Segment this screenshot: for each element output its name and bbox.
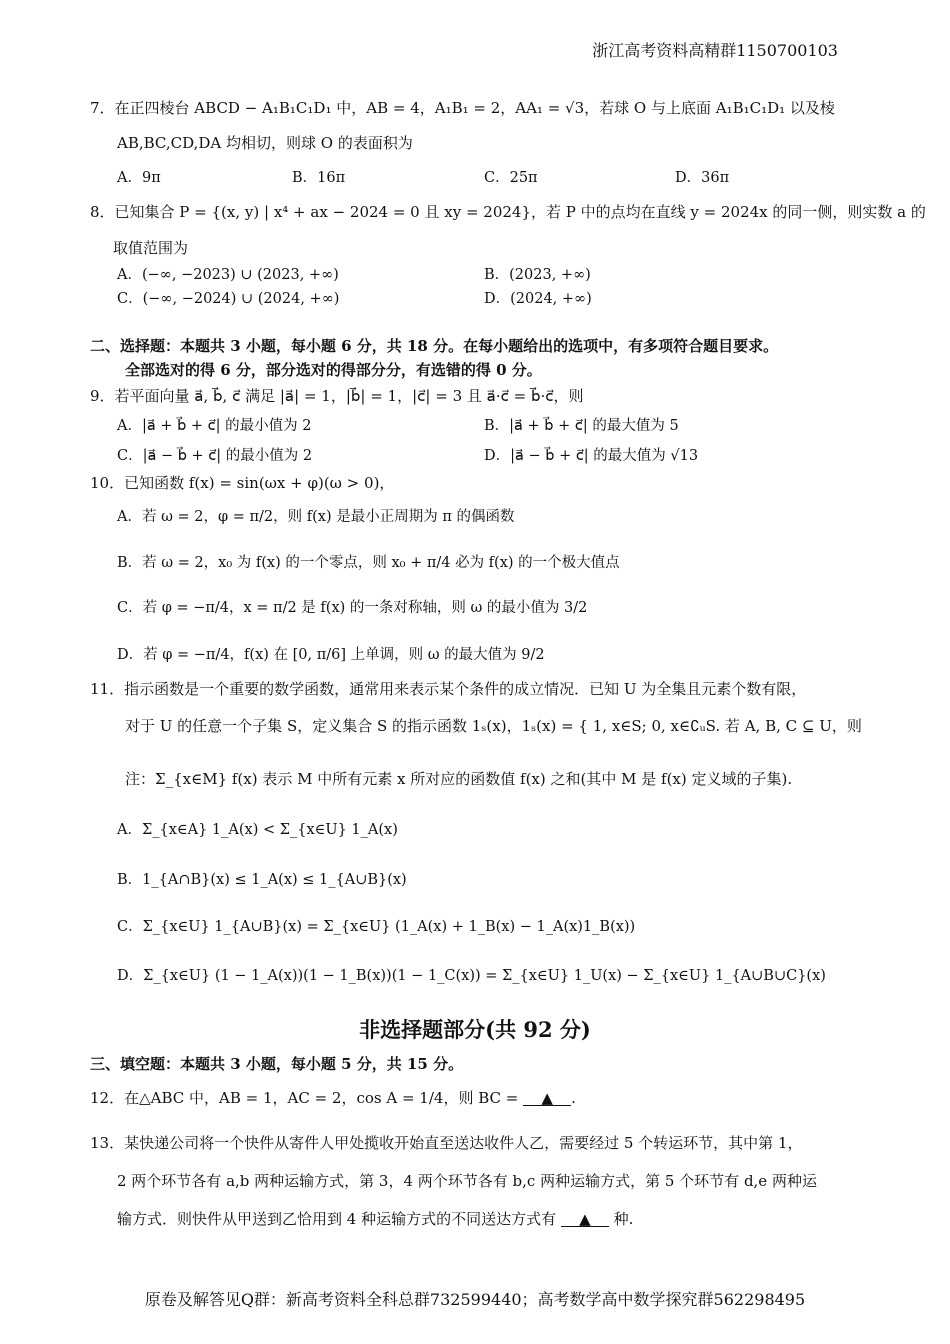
q9-option-a[interactable]: A．|a⃗ + b⃗ + c⃗| 的最小值为 2 [117, 418, 312, 434]
q8-option-b[interactable]: B．(2023, +∞) [484, 267, 591, 283]
q12-stem-text: 12．在△ABC 中，AB = 1，AC = 2，cos A = 1/4，则 BC = [90, 1089, 519, 1107]
q12-end: . [571, 1089, 576, 1107]
q8-option-c[interactable]: C．(−∞, −2024) ∪ (2024, +∞) [117, 291, 340, 307]
q8-stem-line2: 取值范围为 [113, 239, 189, 257]
q10-option-d[interactable]: D．若 φ = −π/4，f(x) 在 [0, π/6] 上单调，则 ω 的最大值为 9/2 [117, 647, 545, 663]
q11-stem-line1: 11．指示函数是一个重要的数学函数，通常用来表示某个条件的成立情况．已知 U 为全集且元素个数有限， [90, 680, 807, 698]
q11-note: 注：Σ_{x∈M} f(x) 表示 M 中所有元素 x 所对应的函数值 f(x) 之和(其中 M 是 f(x) 定义域的子集). [125, 770, 793, 788]
q10-option-c[interactable]: C．若 φ = −π/4，x = π/2 是 f(x) 的一条对称轴，则 ω 的最小值为 3/2 [117, 600, 588, 616]
q8-stem-line1: 8．已知集合 P = {(x, y) | x⁴ + ax − 2024 = 0 且 xy = 2024}，若 P 中的点均在直线 y = 2024x 的同一侧，则实数 a 的 [90, 203, 926, 221]
section2-heading-line2: 全部选对的得 6 分，部分选对的得部分分，有选错的得 0 分。 [125, 361, 542, 379]
q13-line2: 2 两个环节各有 a,b 两种运输方式，第 3，4 两个环节各有 b,c 两种运输方式，第 5 个环节有 d,e 两种运 [117, 1172, 817, 1190]
q7-option-a[interactable]: A．9π [117, 170, 161, 186]
q9-option-b[interactable]: B．|a⃗ + b⃗ + c⃗| 的最大值为 5 [484, 418, 679, 434]
q12-stem [90, 1087, 576, 1108]
q7-option-c[interactable]: C．25π [484, 170, 538, 186]
q13-answer-blank[interactable]: ▲ [561, 1212, 609, 1227]
part-title: 非选择题部分(共 92 分) [359, 1017, 591, 1042]
q10-stem: 10．已知函数 f(x) = sin(ωx + φ)(ω > 0)， [90, 474, 395, 492]
q12-answer-blank[interactable]: ▲ [523, 1091, 571, 1106]
q8-option-a[interactable]: A．(−∞, −2023) ∪ (2023, +∞) [117, 267, 339, 283]
q7-option-b[interactable]: B．16π [292, 170, 346, 186]
q9-stem: 9．若平面向量 a⃗, b⃗, c⃗ 满足 |a⃗| = 1，|b⃗| = 1，|c⃗| = 3 且 a⃗·c⃗ = b⃗·c⃗，则 [90, 387, 584, 405]
footer-group-info: 原卷及解答见Q群：新高考资料全科总群732599440；高考数学高中数学探究群562298495 [144, 1290, 806, 1309]
q8-option-d[interactable]: D．(2024, +∞) [484, 291, 592, 307]
q11-option-c[interactable]: C．Σ_{x∈U} 1_{A∪B}(x) = Σ_{x∈U} (1_A(x) + 1_B(x) − 1_A(x)1_B(x)) [117, 919, 636, 935]
section2-heading-line1: 二、选择题：本题共 3 小题，每小题 6 分，共 18 分。在每小题给出的选项中，有多项符合题目要求。 [90, 337, 779, 355]
q13-line3 [117, 1208, 633, 1229]
q10-option-b[interactable]: B．若 ω = 2，x₀ 为 f(x) 的一个零点，则 x₀ + π/4 必为 f(x) 的一个极大值点 [117, 555, 620, 571]
header-group-info: 浙江高考资料高精群1150700103 [592, 41, 838, 60]
q7-option-d[interactable]: D．36π [675, 170, 730, 186]
q11-option-d[interactable]: D．Σ_{x∈U} (1 − 1_A(x))(1 − 1_B(x))(1 − 1_C(x)) = Σ_{x∈U} 1_U(x) − Σ_{x∈U} 1_{A∪B∪C}(x) [117, 968, 826, 984]
q11-option-a[interactable]: A．Σ_{x∈A} 1_A(x) < Σ_{x∈U} 1_A(x) [117, 822, 398, 838]
section3-heading: 三、填空题：本题共 3 小题，每小题 5 分，共 15 分。 [90, 1055, 464, 1073]
q13-line3-pre: 输方式．则快件从甲送到乙恰用到 4 种运输方式的不同送达方式有 [117, 1210, 557, 1228]
q13-line3-post: 种. [613, 1210, 634, 1228]
q9-option-c[interactable]: C．|a⃗ − b⃗ + c⃗| 的最小值为 2 [117, 448, 313, 464]
q10-option-a[interactable]: A．若 ω = 2，φ = π/2，则 f(x) 是最小正周期为 π 的偶函数 [117, 509, 515, 525]
q11-option-b[interactable]: B．1_{A∩B}(x) ≤ 1_A(x) ≤ 1_{A∪B}(x) [117, 872, 407, 888]
q7-stem-line1: 7．在正四棱台 ABCD − A₁B₁C₁D₁ 中，AB = 4，A₁B₁ = 2，AA₁ = √3，若球 O 与上底面 A₁B₁C₁D₁ 以及棱 [90, 99, 835, 117]
q9-option-d[interactable]: D．|a⃗ − b⃗ + c⃗| 的最大值为 √13 [484, 448, 699, 464]
q7-stem-line2: AB,BC,CD,DA 均相切，则球 O 的表面积为 [117, 134, 413, 152]
q11-stem-line2: 对于 U 的任意一个子集 S，定义集合 S 的指示函数 1ₛ(x)，1ₛ(x) = { 1, x∈S; 0, x∈∁ᵤS. 若 A, B, C ⊆ U，则 [125, 717, 862, 735]
q13-line1: 13．某快递公司将一个快件从寄件人甲处揽收开始直至送达收件人乙，需要经过 5 个转运环节，其中第 1， [90, 1134, 803, 1152]
